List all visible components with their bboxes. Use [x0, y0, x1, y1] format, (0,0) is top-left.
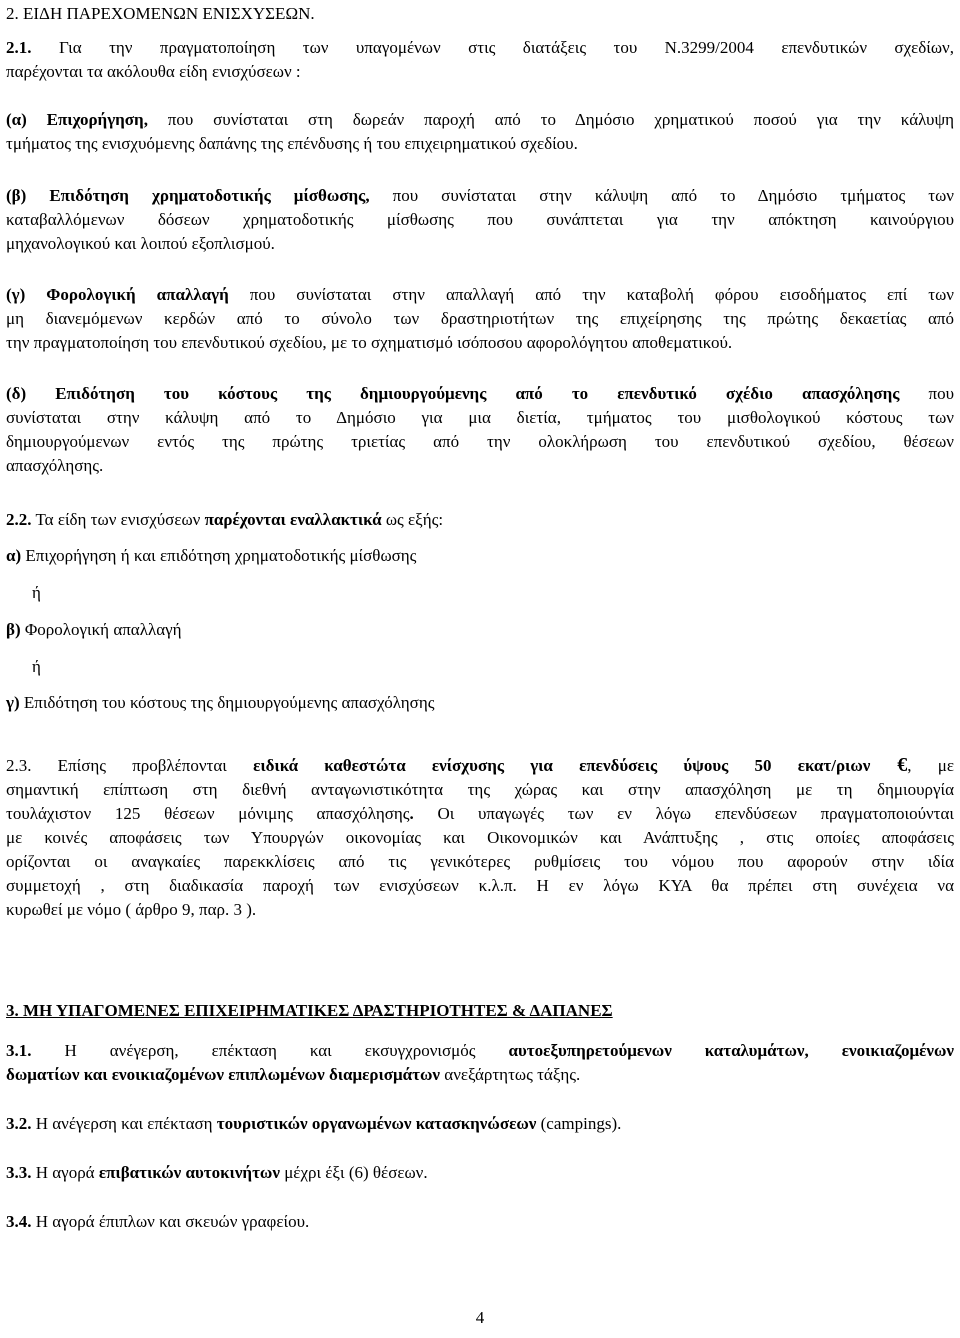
paragraph-c-tax-exemption: (γ) Φορολογική απαλλαγή που συνίσταται στην απαλλαγή από την καταβολή φόρου εισοδήματος επί των μη διανεμόμενων κερδών από το σύνολο των δραστηριοτήτων της επιχείρησης της πρώτης δεκαετίας από την πραγματοποίηση του επενδυτικού σχεδίου, με το σχηματισμό ισόποσου αφορολόγητου αποθεματικού.: [6, 285, 954, 352]
paragraph-2-1: 2.1. Για την πραγματοποίηση των υπαγομένων στις διατάξεις του Ν.3299/2004 επενδυτικών σχεδίων, παρέχονται τα ακόλουθα είδη ενισχύσεων :: [6, 38, 954, 81]
paragraph-a-grant: (α) Επιχορήγηση, που συνίσταται στη δωρεάν παροχή από το Δημόσιο χρηματικού ποσού για την κάλυψη τμήματος της ενισχυόμενης δαπάνης της επένδυσης ή του επιχειρηματικού σχεδίου.: [6, 110, 954, 153]
paragraph-number: 2.2.: [6, 510, 32, 529]
section-2-heading: 2. ΕΙΔΗ ΠΑΡΕΧΟΜΕΝΩΝ ΕΝΙΣΧΥΣΕΩΝ.: [6, 4, 315, 23]
paragraph-2-3: 2.3. Επίσης προβλέπονται ειδικά καθεστώτα ενίσχυσης για επενδύσεις ύψους 50 εκατ/ριων €, με σημαντική επίπτωση στη διεθνή ανταγωνιστικότητα της χώρας και στην απασχόληση με τη δημιουργία τουλάχιστον 125 θέσεων μόνιμης απασχόλησης. Οι υπαγωγές των εν λόγω επενδύσεων πραγματοποιούνται με κοινές αποφάσεις των Υπουργών οικονομίας και Οικονομικών και Ανάπτυξης , στις οποίες αποφάσεις ορίζονται οι αναγκαίες παρεκκλίσεις από τις γενικότερες ρυθμίσεις του νόμου που αφορούν στην ιδία συμμετοχή , στη διαδικασία παροχή των ενισχύσεων κ.λ.π. Η εν λόγω ΚΥΑ θα πρέπει στη συνέχεια να κυρωθεί με νόμο ( άρθρο 9, παρ. 3 ).: [6, 754, 954, 919]
paragraph-3-2: 3.2. Η ανέγερση και επέκταση τουριστικών οργανωμένων κατασκηνώσεων (campings).: [6, 1114, 622, 1133]
paragraph-2-2: 2.2. Τα είδη των ενισχύσεων παρέχονται εναλλακτικά ως εξής:: [6, 510, 444, 529]
paragraph-number: 2.3.: [6, 756, 32, 775]
paragraph-3-1: 3.1. Η ανέγερση, επέκταση και εκσυγχρονισμός αυτοεξυπηρετούμενων καταλυμάτων, ενοικιαζομένων δωματίων και ενοικιαζομένων επιπλωμένων διαμερισμάτων ανεξάρτητως τάξης.: [6, 1041, 955, 1084]
paragraph-number: 3.2.: [6, 1114, 32, 1133]
alternative-b: β) Φορολογική απαλλαγή: [6, 620, 182, 639]
paragraph-number: 3.3.: [6, 1163, 32, 1182]
paragraph-number: 3.1.: [6, 1041, 32, 1060]
page-number: 4: [475, 1308, 485, 1327]
paragraph-number: 3.4.: [6, 1212, 32, 1231]
paragraph-3-3: 3.3. Η αγορά επιβατικών αυτοκινήτων μέχρι έξι (6) θέσεων.: [6, 1163, 428, 1182]
paragraph-b-leasing: (β) Επιδότηση χρηματοδοτικής μίσθωσης, που συνίσταται στην κάλυψη από το Δημόσιο τμήματος των καταβαλλόμενων δόσεων χρηματοδοτικής μίσθωσης που συνάπτεται για την απόκτηση καινούργιου μηχανολογικού και λοιπού εξοπλισμού.: [6, 186, 954, 253]
alternative-c: γ) Επιδότηση του κόστους της δημιουργούμενης απασχόλησης: [6, 693, 435, 712]
paragraph-number: 2.1.: [6, 38, 32, 57]
or-separator: ή: [32, 657, 41, 676]
section-3-heading: 3. ΜΗ ΥΠΑΓΟΜΕΝΕΣ ΕΠΙΧΕΙΡΗΜΑΤΙΚΕΣ ΔΡΑΣΤΗΡΙΟΤΗΤΕΣ & ΔΑΠΑΝΕΣ: [6, 1001, 613, 1020]
paragraph-3-4: 3.4. Η αγορά έπιπλων και σκευών γραφείου.: [6, 1212, 310, 1231]
alternative-a: α) Επιχορήγηση ή και επιδότηση χρηματοδοτικής μίσθωσης: [6, 546, 417, 565]
or-separator: ή: [32, 583, 41, 602]
document-page: [6, 0, 954, 1338]
paragraph-d-employment-subsidy: (δ) Επιδότηση του κόστους της δημιουργούμενης από το επενδυτικό σχέδιο απασχόλησης που συνίσταται στην κάλυψη από το Δημόσιο για μια διετία, τμήματος του μισθολογικού κόστους των δημιουργούμενων εντός της πρώτης τριετίας από την ολοκλήρωση του επενδυτικού σχεδίου, θέσεων απασχόλησης.: [6, 384, 955, 475]
